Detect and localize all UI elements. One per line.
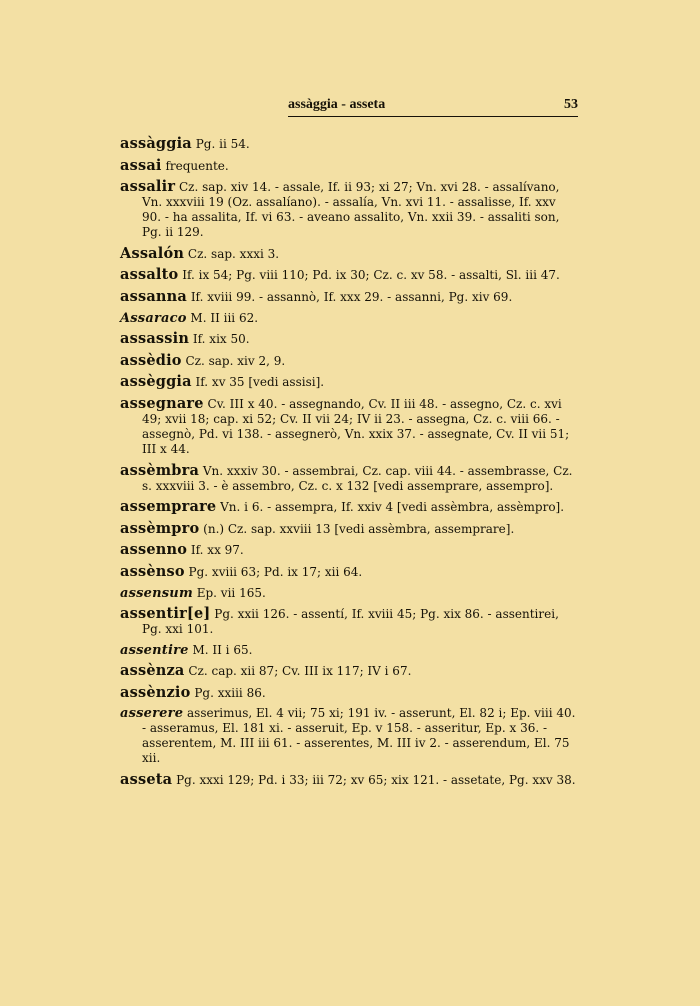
entry-headword: assalir xyxy=(120,178,176,196)
entry-citations: If. xv 35 [vedi assisi]. xyxy=(191,375,325,390)
entry-headword: assènzio xyxy=(120,683,191,701)
entry-headword: assentire xyxy=(120,642,189,658)
entry-headword: assensum xyxy=(120,585,193,601)
dictionary-entry xyxy=(120,267,578,283)
entry-headword: assèmpro xyxy=(120,519,200,537)
entry-citations: (n.) Cz. sap. xxviii 13 [vedi assèmbra, assemprare]. xyxy=(199,521,515,536)
dictionary-entry xyxy=(120,706,578,766)
entry-citations: Vn. xxxiv 30. - assembrai, Cz. cap. viii 44. - assembrasse, Cz. s. xxxviii 3. - è assembro, Cz. c. x 132 [vedi assemprare, assempro]. xyxy=(142,463,573,493)
entry-headword: Assalón xyxy=(120,244,185,262)
dictionary-entry xyxy=(120,685,578,701)
entry-headword: assèdio xyxy=(120,351,182,369)
entry-headword: assassin xyxy=(120,330,190,348)
entry-headword: assentir[e] xyxy=(120,605,211,623)
entry-headword: assemprare xyxy=(120,498,217,516)
entry-citations: Pg. xxii 126. - assentí, If. xviii 45; Pg. xix 86. - assentirei, Pg. xxi 101. xyxy=(142,607,559,637)
entry-headword: assegnare xyxy=(120,394,204,412)
entry-headword: asseta xyxy=(120,771,173,789)
entry-headword: assai xyxy=(120,156,162,174)
entry-citations: Vn. i 6. - assempra, If. xxiv 4 [vedi assèmbra, assèmpro]. xyxy=(216,500,565,515)
dictionary-entry xyxy=(120,246,578,262)
entry-headword: assènso xyxy=(120,562,185,580)
dictionary-entry xyxy=(120,463,578,494)
entry-citations: Pg. xviii 63; Pd. ix 17; xii 64. xyxy=(184,564,363,579)
entry-headword: asserere xyxy=(120,706,184,722)
entry-citations: Cz. sap. xxxi 3. xyxy=(184,246,280,261)
dictionary-entry xyxy=(120,179,578,240)
entry-headword: assèggia xyxy=(120,373,192,391)
dictionary-entry xyxy=(120,772,578,788)
entry-citations: Cz. sap. xiv 14. - assale, If. ii 93; xi 27; Vn. xvi 28. - assalívano, Vn. xxxviii 19 (Oz. assalíano). - assalía, Vn. xvi 11. - assalisse, If. xxv 90. - ha assalita, If. vi 63. - aveano assalito, Vn. xxii 39. - assaliti son, Pg. ii 129. xyxy=(142,180,560,240)
entry-headword: assèmbra xyxy=(120,461,200,479)
dictionary-entry xyxy=(120,396,578,457)
dictionary-entry xyxy=(120,374,578,390)
entry-citations: If. xix 50. xyxy=(189,332,250,347)
entry-citations: Pg. xxiii 86. xyxy=(190,685,266,700)
dictionary-entry xyxy=(120,331,578,347)
entry-citations: If. ix 54; Pg. viii 110; Pd. ix 30; Cz. c. xv 58. - assalti, Sl. iii 47. xyxy=(178,268,560,283)
entry-citations: If. xviii 99. - assannò, If. xxx 29. - assanni, Pg. xiv 69. xyxy=(187,289,513,304)
entry-citations: Cz. sap. xiv 2, 9. xyxy=(181,353,286,368)
entry-headword: assàggia xyxy=(120,135,192,152)
dictionary-entry xyxy=(120,643,578,658)
header-title: assàggia - asseta xyxy=(288,97,386,112)
entry-citations: Cz. cap. xii 87; Cv. III ix 117; IV i 67. xyxy=(184,664,412,679)
dictionary-entry xyxy=(120,289,578,305)
entry-citations: Cv. III x 40. - assegnando, Cv. II iii 48. - assegno, Cz. c. xvi 49; xvii 18; cap. xi 52; Cv. II vii 24; IV ii 23. - assegna, Cz. c. viii 66. - assegnò, Pd. vi 138. - assegnerò, Vn. xxix 37. - assegnate, Cv. II vii 51; III x 44. xyxy=(142,396,570,456)
dictionary-entry xyxy=(120,564,578,580)
entry-citations: asserimus, El. 4 vii; 75 xi; 191 iv. - asserunt, El. 82 i; Ep. viii 40. - asseramus, El. 181 xi. - asseruit, Ep. v 158. - asseritur, Ep. x 36. - asserentem, M. III iii 61. - asserentes, M. III iv 2. - asserendum, El. 75 xii. xyxy=(142,706,576,766)
dictionary-entry xyxy=(120,542,578,558)
entry-headword: assenno xyxy=(120,541,188,559)
page-number: 53 xyxy=(564,97,578,112)
entry-headword: assalto xyxy=(120,266,179,284)
dictionary-entry xyxy=(120,311,578,326)
entries-list xyxy=(120,136,578,794)
running-header xyxy=(288,94,578,117)
entry-headword: Assaraco xyxy=(120,310,187,326)
dictionary-entry xyxy=(120,521,578,537)
dictionary-entry xyxy=(120,353,578,369)
entry-citations: M. II i 65. xyxy=(188,642,253,657)
entry-citations: frequente. xyxy=(161,158,229,173)
dictionary-entry xyxy=(120,499,578,515)
dictionary-entry xyxy=(120,663,578,679)
entry-citations: Pg. xxxi 129; Pd. i 33; iii 72; xv 65; xix 121. - assetate, Pg. xxv 38. xyxy=(172,773,576,788)
entry-citations: If. xx 97. xyxy=(187,543,244,558)
dictionary-entry xyxy=(120,606,578,637)
dictionary-entry xyxy=(120,586,578,601)
dictionary-entry xyxy=(120,136,578,152)
entry-headword: assanna xyxy=(120,287,187,305)
dictionary-entry xyxy=(120,158,578,174)
entry-headword: assènza xyxy=(120,662,185,680)
entry-citations: Ep. vii 165. xyxy=(192,585,266,600)
entry-citations: Pg. ii 54. xyxy=(191,137,250,151)
entry-citations: M. II iii 62. xyxy=(186,310,259,325)
